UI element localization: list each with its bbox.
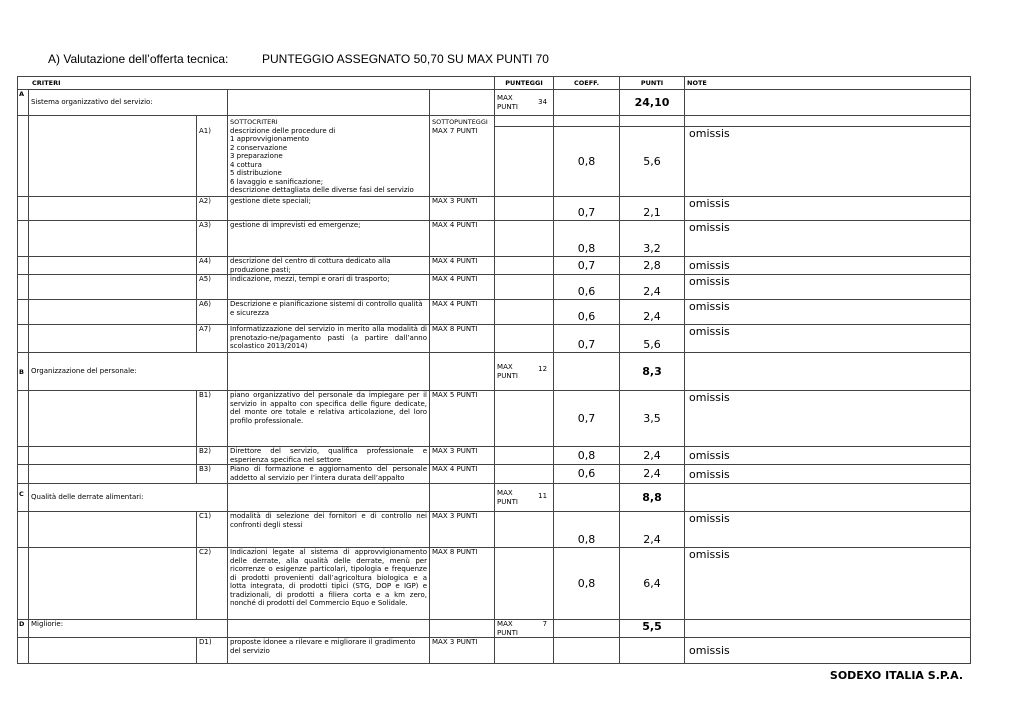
section-letter: C	[18, 484, 29, 512]
row-punti: 2,4	[620, 465, 685, 484]
company-name: SODEXO ITALIA S.P.A.	[829, 669, 963, 682]
subheader-sottopunteggi: SOTTOPUNTEGGI	[430, 116, 495, 127]
section-letter: B	[18, 353, 29, 391]
table-row	[18, 300, 971, 325]
table-row	[18, 391, 971, 447]
header-coeff: COEFF.	[554, 77, 620, 90]
row-note: omissis	[685, 548, 971, 620]
table-row	[18, 512, 971, 548]
row-text: Indicazioni legate al sistema di approvvigionamento delle derrate, alla qualità delle derrate, menù per ricorrenze o esigenze particolari, tipologia e frequenze di prodotti provenienti dall’agricoltura biologica e a lotta integrata, di prodotti tipici (STG, DOP e IGP) e tradizionali, di prodotti a filiera corta e a km zero, nonché di prodotti del Commercio Equo e Solidale.	[228, 548, 430, 620]
subheader-row	[18, 116, 971, 127]
table-row	[18, 447, 971, 465]
table-row	[18, 221, 971, 257]
row-punti: 6,4	[620, 548, 685, 620]
section-total: 5,5	[620, 620, 685, 638]
row-max: MAX 4 PUNTI	[430, 465, 495, 484]
row-code: A4)	[197, 257, 228, 275]
section-max: MAX 7 PUNTI	[495, 620, 554, 638]
table-row	[18, 465, 971, 484]
header-criteri: CRITERI	[18, 77, 495, 90]
row-coeff	[554, 638, 620, 664]
section-total: 8,8	[620, 484, 685, 512]
row-coeff: 0,8	[554, 548, 620, 620]
section-max: MAX 11 PUNTI	[495, 484, 554, 512]
section-max: MAX 12 PUNTI	[495, 353, 554, 391]
section-max: MAX 34 PUNTI	[495, 90, 554, 116]
section-row-d	[18, 620, 971, 638]
row-coeff: 0,7	[554, 391, 620, 447]
row-punti	[620, 638, 685, 664]
section-title: Sistema organizzativo del servizio:	[29, 90, 228, 116]
row-max: MAX 5 PUNTI	[430, 391, 495, 447]
row-coeff: 0,6	[554, 465, 620, 484]
row-punti: 2,4	[620, 512, 685, 548]
row-max: MAX 7 PUNTI	[430, 127, 495, 197]
row-max: MAX 3 PUNTI	[430, 638, 495, 664]
row-code: C2)	[197, 548, 228, 620]
row-text: gestione diete speciali;	[228, 197, 430, 221]
row-code: C1)	[197, 512, 228, 548]
row-note: omissis	[685, 447, 971, 465]
section-title: Organizzazione del personale:	[29, 353, 228, 391]
section-row-c	[18, 484, 971, 512]
row-max: MAX 8 PUNTI	[430, 325, 495, 353]
row-note: omissis	[685, 512, 971, 548]
section-total: 8,3	[620, 353, 685, 391]
row-coeff: 0,6	[554, 275, 620, 300]
row-code: A6)	[197, 300, 228, 325]
table-row	[18, 257, 971, 275]
header-punteggi: PUNTEGGI	[495, 77, 554, 90]
row-code: A3)	[197, 221, 228, 257]
row-text: indicazione, mezzi, tempi e orari di trasporto;	[228, 275, 430, 300]
row-max: MAX 3 PUNTI	[430, 447, 495, 465]
section-letter: D	[18, 620, 29, 638]
row-code: A7)	[197, 325, 228, 353]
row-text: descrizione del centro di cottura dedicato alla produzione pasti;	[228, 257, 430, 275]
row-coeff: 0,8	[554, 512, 620, 548]
table-row	[18, 275, 971, 300]
row-text: modalità di selezione dei fornitori e di controllo nei confronti degli stessi	[228, 512, 430, 548]
section-row-a	[18, 90, 971, 116]
row-text: Informatizzazione del servizio in merito alla modalità di prenotazio-ne/pagamento pasti (a partire dall’anno scolastico 2013/2014)	[228, 325, 430, 353]
row-coeff: 0,6	[554, 300, 620, 325]
row-code: B3)	[197, 465, 228, 484]
row-punti: 2,4	[620, 447, 685, 465]
row-note: omissis	[685, 638, 971, 664]
row-max: MAX 8 PUNTI	[430, 548, 495, 620]
header-punti: PUNTI	[620, 77, 685, 90]
row-punti: 2,4	[620, 275, 685, 300]
row-note: omissis	[685, 221, 971, 257]
section-letter: A	[18, 90, 29, 116]
row-note: omissis	[685, 325, 971, 353]
row-note: omissis	[685, 127, 971, 197]
row-max: MAX 3 PUNTI	[430, 197, 495, 221]
row-coeff: 0,7	[554, 197, 620, 221]
table-header-row	[18, 77, 971, 90]
row-coeff: 0,8	[554, 447, 620, 465]
section-title: Migliorie:	[29, 620, 228, 638]
table-row	[18, 325, 971, 353]
section-row-b	[18, 353, 971, 391]
row-note: omissis	[685, 391, 971, 447]
section-title: Qualità delle derrate alimentari:	[29, 484, 228, 512]
row-punti: 3,2	[620, 221, 685, 257]
row-note: omissis	[685, 197, 971, 221]
header-note: NOTE	[685, 77, 971, 90]
table-row	[18, 638, 971, 664]
table-row	[18, 197, 971, 221]
row-code: A5)	[197, 275, 228, 300]
row-text: Descrizione e pianificazione sistemi di controllo qualità e sicurezza	[228, 300, 430, 325]
row-text: gestione di imprevisti ed emergenze;	[228, 221, 430, 257]
row-max: MAX 4 PUNTI	[430, 221, 495, 257]
row-punti: 3,5	[620, 391, 685, 447]
row-punti: 2,8	[620, 257, 685, 275]
row-text: piano organizzativo del personale da impiegare per il servizio in appalto con specifica delle figure dedicate, del monte ore totale e relativa articolazione, del loro profilo professionale.	[228, 391, 430, 447]
row-code: B2)	[197, 447, 228, 465]
row-max: MAX 3 PUNTI	[430, 512, 495, 548]
table-row	[18, 548, 971, 620]
section-total: 24,10	[620, 90, 685, 116]
row-max: MAX 4 PUNTI	[430, 257, 495, 275]
row-text: proposte idonee a rilevare e migliorare il gradimento del servizio	[228, 638, 430, 664]
row-coeff: 0,8	[554, 221, 620, 257]
row-code: B1)	[197, 391, 228, 447]
scoring-table	[17, 76, 971, 664]
row-punti: 5,6	[620, 127, 685, 197]
row-text: descrizione delle procedure di 1 approvvigionamento 2 conservazione 3 preparazione 4 cottura 5 distribuzione 6 lavaggio e sanificazione; descrizione dettagliata delle diverse fasi del servizio	[228, 127, 430, 197]
row-note: omissis	[685, 257, 971, 275]
row-note: omissis	[685, 300, 971, 325]
row-punti: 2,4	[620, 300, 685, 325]
row-coeff: 0,7	[554, 257, 620, 275]
row-note: omissis	[685, 465, 971, 484]
row-note: omissis	[685, 275, 971, 300]
row-punti: 2,1	[620, 197, 685, 221]
row-code: D1)	[197, 638, 228, 664]
row-text: Direttore del servizio, qualifica professionale e esperienza specifica nel settore	[228, 447, 430, 465]
subheader-sottocriteri: SOTTOCRITERI	[228, 116, 430, 127]
heading-left: A) Valutazione dell’offerta tecnica:	[48, 52, 229, 66]
row-code: A2)	[197, 197, 228, 221]
heading-right: PUNTEGGIO ASSEGNATO 50,70 SU MAX PUNTI 70	[262, 52, 549, 66]
row-max: MAX 4 PUNTI	[430, 275, 495, 300]
row-coeff: 0,7	[554, 325, 620, 353]
row-text: Piano di formazione e aggiornamento del personale addetto al servizio per l’intera durata dell’appalto	[228, 465, 430, 484]
row-punti: 5,6	[620, 325, 685, 353]
row-code: A1)	[197, 127, 228, 197]
row-max: MAX 4 PUNTI	[430, 300, 495, 325]
row-coeff: 0,8	[554, 127, 620, 197]
